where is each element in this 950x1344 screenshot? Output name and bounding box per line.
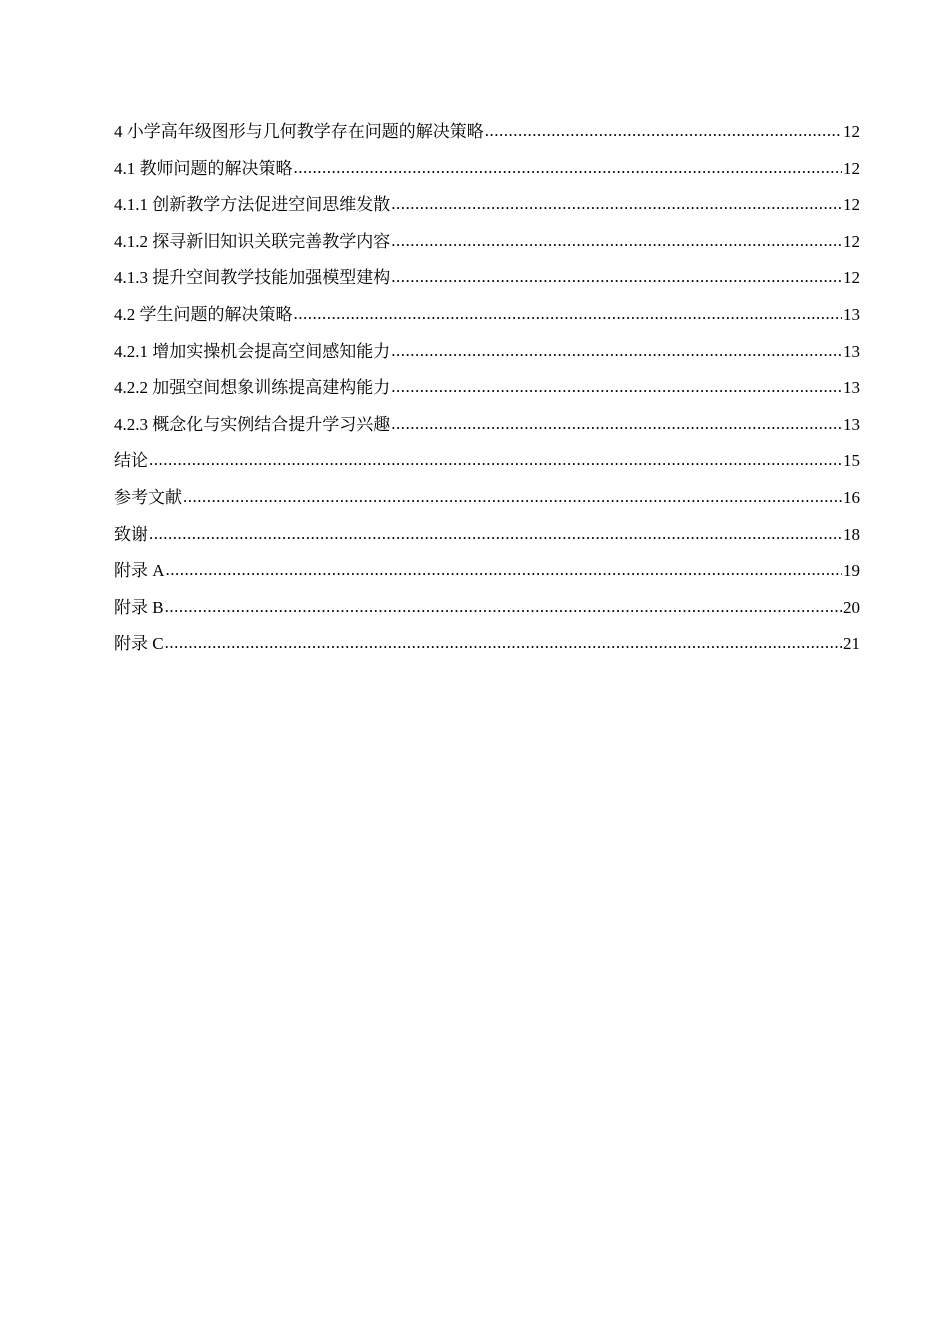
toc-entry-title: 4 小学高年级图形与几何教学存在问题的解决策略 <box>114 122 484 141</box>
toc-entry-page-number: 13 <box>843 304 860 324</box>
toc-entry-page-number: 13 <box>843 341 860 361</box>
toc-dot-leader <box>391 223 842 260</box>
toc-dot-leader <box>165 625 842 662</box>
toc-entry-page-number: 21 <box>843 634 860 654</box>
toc-entry-title: 参考文献 <box>114 487 182 507</box>
toc-entry-title: 4.2.1 增加实操机会提高空间感知能力 <box>114 341 391 361</box>
toc-entry-title: 附录 B <box>114 597 164 617</box>
toc-entry[interactable] <box>114 224 860 261</box>
toc-dot-leader <box>391 259 842 296</box>
toc-entry[interactable] <box>114 443 860 480</box>
toc-dot-leader <box>183 479 842 516</box>
toc-dot-leader <box>294 150 843 187</box>
toc-entry-title: 4.2.3 概念化与实例结合提升学习兴趣 <box>114 414 391 434</box>
toc-entry[interactable] <box>114 590 860 627</box>
toc-dot-leader <box>391 369 842 406</box>
toc-entry-title: 4.1.3 提升空间教学技能加强模型建构 <box>114 268 391 288</box>
toc-dot-leader <box>391 186 842 223</box>
table-of-contents <box>114 114 860 663</box>
toc-entry-page-number: 13 <box>843 414 860 434</box>
toc-entry-page-number: 12 <box>843 268 860 288</box>
toc-entry-page-number: 12 <box>843 122 860 141</box>
toc-entry[interactable] <box>114 626 860 663</box>
toc-entry[interactable] <box>114 517 860 554</box>
toc-entry-title: 4.1 教师问题的解决策略 <box>114 158 293 178</box>
toc-entry[interactable] <box>114 407 860 444</box>
toc-entry[interactable] <box>114 187 860 224</box>
toc-entry-title: 4.2.2 加强空间想象训练提高建构能力 <box>114 378 391 398</box>
toc-dot-leader <box>391 333 842 370</box>
toc-dot-leader <box>166 552 842 589</box>
toc-entry[interactable] <box>114 297 860 334</box>
toc-entry-page-number: 12 <box>843 195 860 215</box>
toc-entry-title: 附录 A <box>114 561 165 581</box>
toc-entry-page-number: 19 <box>843 561 860 581</box>
toc-entry-title: 4.2 学生问题的解决策略 <box>114 304 293 324</box>
toc-entry[interactable] <box>114 370 860 407</box>
toc-dot-leader <box>149 442 842 479</box>
toc-entry[interactable] <box>114 260 860 297</box>
toc-entry-page-number: 15 <box>843 451 860 471</box>
toc-entry-page-number: 13 <box>843 378 860 398</box>
toc-entry-page-number: 12 <box>843 158 860 178</box>
toc-entry-page-number: 12 <box>843 231 860 251</box>
toc-entry[interactable] <box>114 480 860 517</box>
toc-entry[interactable] <box>114 151 860 188</box>
toc-dot-leader <box>165 589 842 626</box>
toc-dot-leader <box>485 113 842 150</box>
toc-entry-title: 致谢 <box>114 524 148 544</box>
toc-entry-page-number: 16 <box>843 487 860 507</box>
toc-entry-title: 结论 <box>114 451 148 471</box>
toc-entry-page-number: 20 <box>843 597 860 617</box>
toc-entry[interactable] <box>114 334 860 371</box>
toc-dot-leader <box>149 516 842 553</box>
toc-dot-leader <box>294 296 843 333</box>
toc-entry-title: 4.1.2 探寻新旧知识关联完善教学内容 <box>114 231 391 251</box>
toc-entry-page-number: 18 <box>843 524 860 544</box>
toc-entry[interactable] <box>114 114 860 151</box>
toc-entry-title: 4.1.1 创新教学方法促进空间思维发散 <box>114 195 391 215</box>
toc-dot-leader <box>391 406 842 443</box>
toc-entry[interactable] <box>114 553 860 590</box>
toc-entry-title: 附录 C <box>114 634 164 654</box>
